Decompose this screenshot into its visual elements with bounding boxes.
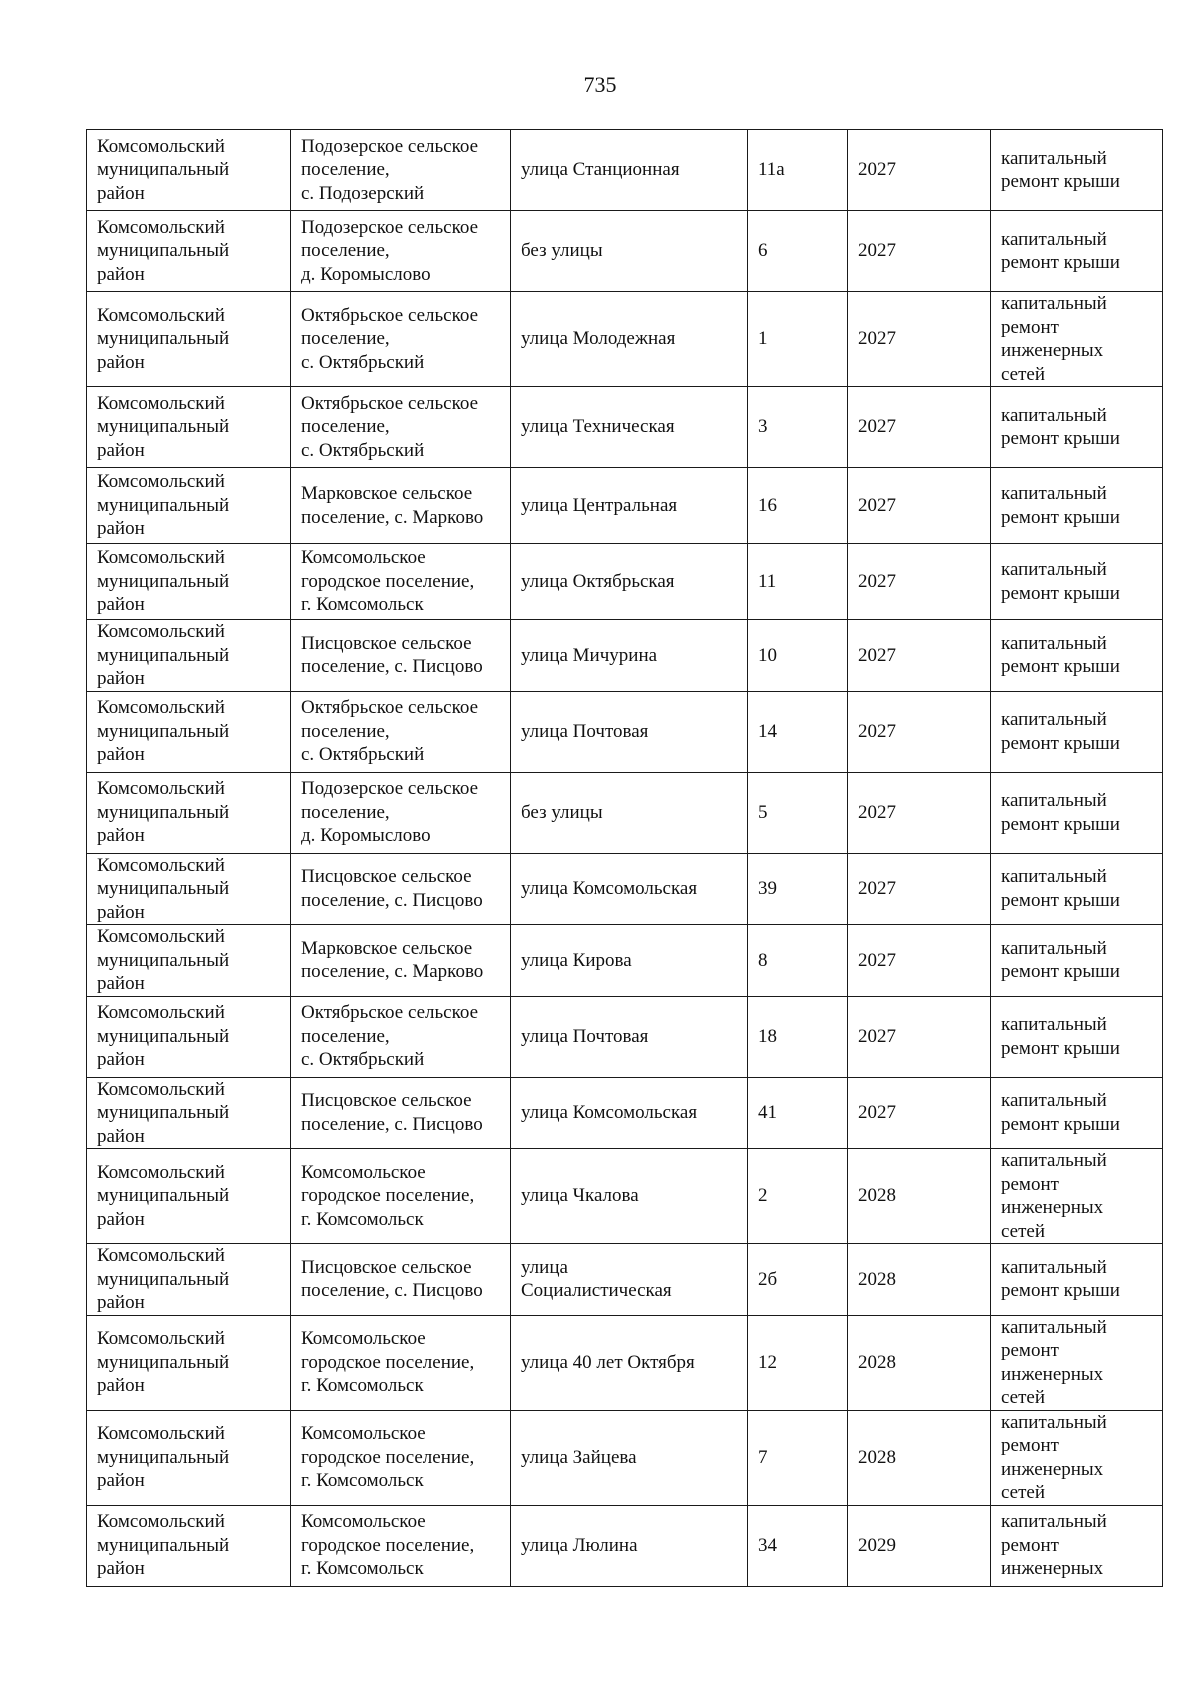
street-cell: улица Центральная (511, 468, 748, 544)
settlement-cell: Подозерское сельское поселение, с. Подозерский (291, 130, 511, 211)
work-type-cell: капитальный ремонт инженерных сетей (991, 1315, 1163, 1410)
work-type-cell: капитальный ремонт крыши (991, 772, 1163, 853)
house-number-cell: 2б (748, 1244, 848, 1316)
table-row (87, 1315, 1163, 1410)
settlement-cell: Октябрьское сельское поселение, с. Октябрьский (291, 691, 511, 772)
street-cell: улица Почтовая (511, 691, 748, 772)
year-cell: 2029 (848, 1505, 991, 1586)
work-type-cell: капитальный ремонт крыши (991, 468, 1163, 544)
table-row (87, 130, 1163, 211)
work-type-cell: капитальный ремонт крыши (991, 691, 1163, 772)
year-cell: 2027 (848, 292, 991, 387)
year-cell: 2027 (848, 468, 991, 544)
year-cell: 2027 (848, 853, 991, 925)
settlement-cell: Комсомольское городское поселение, г. Комсомольск (291, 1149, 511, 1244)
house-number-cell: 10 (748, 620, 848, 692)
work-type-cell: капитальный ремонт крыши (991, 544, 1163, 620)
year-cell: 2028 (848, 1410, 991, 1505)
table-row (87, 1244, 1163, 1316)
settlement-cell: Подозерское сельское поселение, д. Коромыслово (291, 772, 511, 853)
table-body (87, 130, 1163, 1587)
street-cell: улица Зайцева (511, 1410, 748, 1505)
settlement-cell: Комсомольское городское поселение, г. Комсомольск (291, 1505, 511, 1586)
house-number-cell: 18 (748, 996, 848, 1077)
work-type-cell: капитальный ремонт крыши (991, 620, 1163, 692)
district-cell: Комсомольский муниципальный район (87, 853, 291, 925)
work-type-cell: капитальный ремонт крыши (991, 853, 1163, 925)
district-cell: Комсомольский муниципальный район (87, 772, 291, 853)
work-type-cell: капитальный ремонт инженерных (991, 1505, 1163, 1586)
street-cell: улица Социалистическая (511, 1244, 748, 1316)
house-number-cell: 12 (748, 1315, 848, 1410)
street-cell: улица Комсомольская (511, 853, 748, 925)
settlement-cell: Октябрьское сельское поселение, с. Октябрьский (291, 292, 511, 387)
house-number-cell: 7 (748, 1410, 848, 1505)
settlement-cell: Писцовское сельское поселение, с. Писцово (291, 620, 511, 692)
table-row (87, 620, 1163, 692)
district-cell: Комсомольский муниципальный район (87, 620, 291, 692)
table-row (87, 925, 1163, 997)
settlement-cell: Писцовское сельское поселение, с. Писцово (291, 1077, 511, 1149)
settlement-cell: Октябрьское сельское поселение, с. Октябрьский (291, 387, 511, 468)
district-cell: Комсомольский муниципальный район (87, 1077, 291, 1149)
table-row (87, 292, 1163, 387)
house-number-cell: 8 (748, 925, 848, 997)
district-cell: Комсомольский муниципальный район (87, 1410, 291, 1505)
work-type-cell: капитальный ремонт крыши (991, 1244, 1163, 1316)
district-cell: Комсомольский муниципальный район (87, 1244, 291, 1316)
house-number-cell: 11 (748, 544, 848, 620)
district-cell: Комсомольский муниципальный район (87, 1315, 291, 1410)
table-row (87, 544, 1163, 620)
street-cell: улица Люлина (511, 1505, 748, 1586)
street-cell: улица Октябрьская (511, 544, 748, 620)
street-cell: улица Почтовая (511, 996, 748, 1077)
year-cell: 2028 (848, 1149, 991, 1244)
table-row (87, 772, 1163, 853)
house-number-cell: 14 (748, 691, 848, 772)
street-cell: улица Молодежная (511, 292, 748, 387)
district-cell: Комсомольский муниципальный район (87, 130, 291, 211)
district-cell: Комсомольский муниципальный район (87, 544, 291, 620)
work-type-cell: капитальный ремонт крыши (991, 996, 1163, 1077)
work-type-cell: капитальный ремонт крыши (991, 130, 1163, 211)
table-row (87, 387, 1163, 468)
settlement-cell: Писцовское сельское поселение, с. Писцово (291, 1244, 511, 1316)
table-row (87, 211, 1163, 292)
district-cell: Комсомольский муниципальный район (87, 387, 291, 468)
page-number: 735 (583, 72, 617, 97)
district-cell: Комсомольский муниципальный район (87, 211, 291, 292)
house-number-cell: 5 (748, 772, 848, 853)
settlement-cell: Марковское сельское поселение, с. Марково (291, 925, 511, 997)
year-cell: 2027 (848, 996, 991, 1077)
street-cell: улица 40 лет Октября (511, 1315, 748, 1410)
settlement-cell: Подозерское сельское поселение, д. Коромыслово (291, 211, 511, 292)
table-row (87, 1410, 1163, 1505)
work-type-cell: капитальный ремонт крыши (991, 1077, 1163, 1149)
street-cell: улица Чкалова (511, 1149, 748, 1244)
work-type-cell: капитальный ремонт инженерных сетей (991, 1149, 1163, 1244)
district-cell: Комсомольский муниципальный район (87, 691, 291, 772)
year-cell: 2027 (848, 772, 991, 853)
district-cell: Комсомольский муниципальный район (87, 1149, 291, 1244)
table-row (87, 1149, 1163, 1244)
year-cell: 2028 (848, 1244, 991, 1316)
house-number-cell: 2 (748, 1149, 848, 1244)
year-cell: 2027 (848, 544, 991, 620)
house-number-cell: 6 (748, 211, 848, 292)
table-row (87, 1077, 1163, 1149)
work-type-cell: капитальный ремонт инженерных сетей (991, 1410, 1163, 1505)
table-row (87, 853, 1163, 925)
work-type-cell: капитальный ремонт крыши (991, 925, 1163, 997)
year-cell: 2027 (848, 130, 991, 211)
street-cell: без улицы (511, 211, 748, 292)
year-cell: 2027 (848, 925, 991, 997)
year-cell: 2027 (848, 620, 991, 692)
street-cell: улица Станционная (511, 130, 748, 211)
settlement-cell: Комсомольское городское поселение, г. Комсомольск (291, 1315, 511, 1410)
district-cell: Комсомольский муниципальный район (87, 468, 291, 544)
house-number-cell: 16 (748, 468, 848, 544)
settlement-cell: Комсомольское городское поселение, г. Комсомольск (291, 544, 511, 620)
district-cell: Комсомольский муниципальный район (87, 925, 291, 997)
street-cell: улица Техническая (511, 387, 748, 468)
work-type-cell: капитальный ремонт крыши (991, 387, 1163, 468)
repair-schedule-table (86, 129, 1163, 1587)
settlement-cell: Писцовское сельское поселение, с. Писцово (291, 853, 511, 925)
year-cell: 2027 (848, 691, 991, 772)
settlement-cell: Марковское сельское поселение, с. Марково (291, 468, 511, 544)
house-number-cell: 1 (748, 292, 848, 387)
street-cell: без улицы (511, 772, 748, 853)
house-number-cell: 39 (748, 853, 848, 925)
house-number-cell: 3 (748, 387, 848, 468)
year-cell: 2027 (848, 211, 991, 292)
settlement-cell: Комсомольское городское поселение, г. Комсомольск (291, 1410, 511, 1505)
year-cell: 2027 (848, 387, 991, 468)
district-cell: Комсомольский муниципальный район (87, 292, 291, 387)
district-cell: Комсомольский муниципальный район (87, 1505, 291, 1586)
street-cell: улица Комсомольская (511, 1077, 748, 1149)
house-number-cell: 41 (748, 1077, 848, 1149)
house-number-cell: 11а (748, 130, 848, 211)
year-cell: 2027 (848, 1077, 991, 1149)
table-row (87, 996, 1163, 1077)
table-row (87, 691, 1163, 772)
work-type-cell: капитальный ремонт инженерных сетей (991, 292, 1163, 387)
settlement-cell: Октябрьское сельское поселение, с. Октябрьский (291, 996, 511, 1077)
work-type-cell: капитальный ремонт крыши (991, 211, 1163, 292)
year-cell: 2028 (848, 1315, 991, 1410)
street-cell: улица Мичурина (511, 620, 748, 692)
district-cell: Комсомольский муниципальный район (87, 996, 291, 1077)
table-row (87, 1505, 1163, 1586)
street-cell: улица Кирова (511, 925, 748, 997)
table-row (87, 468, 1163, 544)
house-number-cell: 34 (748, 1505, 848, 1586)
